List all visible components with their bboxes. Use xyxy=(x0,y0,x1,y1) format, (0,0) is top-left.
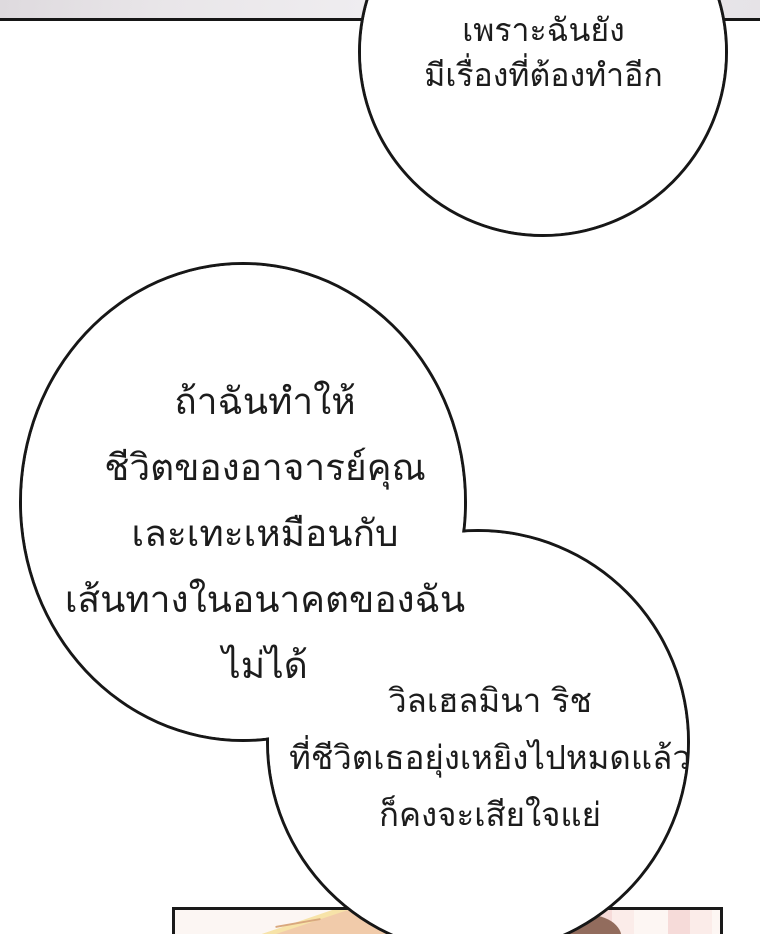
speech-line: วิลเฮลมินา ริช xyxy=(388,681,592,720)
speech-line: ถ้าฉันทำให้ xyxy=(174,380,356,423)
speech-line: เส้นทางในอนาคตของฉัน xyxy=(64,578,466,621)
speech-text-middle xyxy=(45,369,485,699)
speech-line: มีเรื่องที่ต้องทำอีก xyxy=(424,56,663,94)
speech-line: ที่ชีวิตเธอยุ่งเหยิงไปหมดแล้ว xyxy=(289,738,691,777)
speech-line: ไม่ได้ xyxy=(222,644,308,687)
speech-text-top xyxy=(360,8,727,98)
speech-text-bottom xyxy=(288,672,692,843)
speech-line: เละเทะเหมือนกับ xyxy=(131,512,399,555)
speech-line: ชีวิตของอาจารย์คุณ xyxy=(104,446,426,489)
speech-line: เพราะฉันยัง xyxy=(462,11,625,49)
speech-line: ก็คงจะเสียใจแย่ xyxy=(378,795,602,834)
